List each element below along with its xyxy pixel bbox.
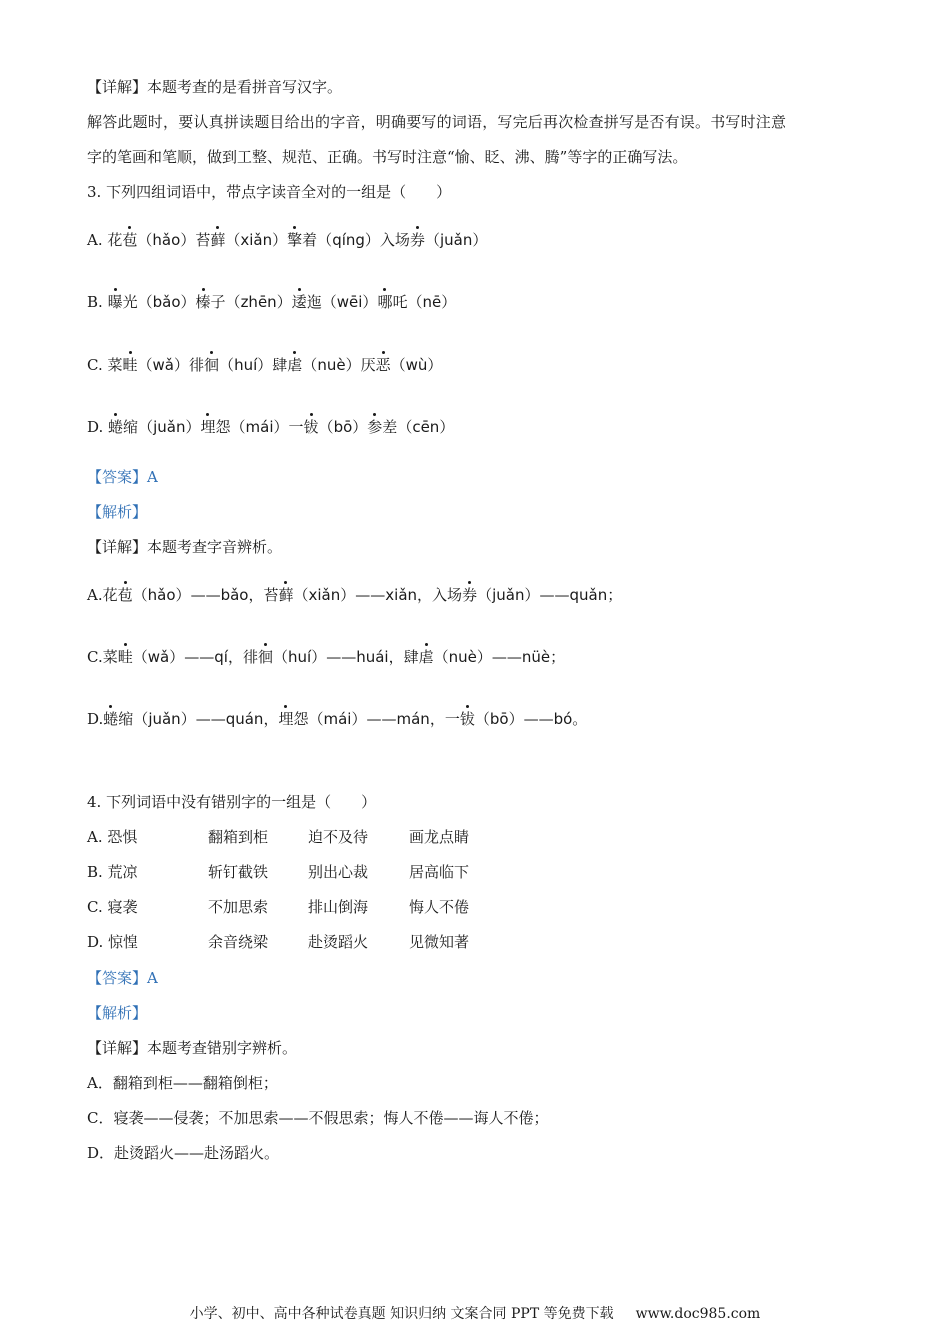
dotted-char: 曝 <box>107 293 123 311</box>
paren-open: （ <box>390 356 406 374</box>
paren-open: （ <box>273 648 289 666</box>
punct: 。 <box>572 710 588 728</box>
dotted-char: 恶 <box>375 356 391 374</box>
pinyin: juǎn <box>148 710 181 728</box>
paren-open: （ <box>424 231 440 249</box>
option-word-3: 迫不及待 <box>308 828 369 846</box>
paren-close: ） <box>441 293 457 311</box>
word-text: 缩 <box>118 710 134 728</box>
paren-open: （ <box>293 586 309 604</box>
paren-open: （ <box>137 293 153 311</box>
pinyin: mái <box>323 710 352 728</box>
word-text: 菜 <box>107 356 123 374</box>
paren-open: （ <box>477 586 493 604</box>
word-text: 吒 <box>392 293 408 311</box>
q3-stem: 3. 下列四组词语中，带点字读音全对的一组是（ ） <box>87 183 452 201</box>
pinyin: wēi <box>336 293 363 311</box>
paren-close: ） <box>174 356 190 374</box>
q3-option <box>87 354 442 376</box>
dotted-char: 徊 <box>257 648 273 666</box>
dotted-char: 券 <box>409 231 425 249</box>
dotted-char: 逶 <box>291 293 307 311</box>
pinyin: hǎo <box>152 231 181 249</box>
dotted-char: 埋 <box>200 418 216 436</box>
dash: —— <box>491 648 522 666</box>
correct-pinyin: huái <box>356 648 389 666</box>
q4-option <box>87 896 507 918</box>
q3-explain-line <box>87 708 587 730</box>
word-text: 怨 <box>215 418 231 436</box>
dash: —— <box>190 586 221 604</box>
pinyin: wù <box>405 356 428 374</box>
dotted-char: 榛 <box>195 293 211 311</box>
q3-option <box>87 416 454 438</box>
q2-detail-line3: 字的笔画和笔顺，做到工整、规范、正确。书写时注意“愉、眨、沸、腾”等字的正确写法。 <box>87 148 688 166</box>
dash: —— <box>184 648 215 666</box>
paren-open: （ <box>321 293 337 311</box>
paren-close: ） <box>180 231 196 249</box>
pinyin: juǎn <box>492 586 525 604</box>
paren-close: ） <box>524 586 540 604</box>
paren-open: （ <box>433 648 449 666</box>
pinyin: nē <box>422 293 442 311</box>
option-word-3: 赴烫蹈火 <box>308 933 369 951</box>
paren-open: （ <box>407 293 423 311</box>
explain-label: C. <box>87 648 103 666</box>
paren-close: ） <box>508 710 524 728</box>
option-word-4: 悔人不倦 <box>409 898 470 916</box>
word-text: 缩 <box>123 418 139 436</box>
dotted-char: 藓 <box>278 586 294 604</box>
word-text: 着 <box>302 231 318 249</box>
paren-close: ） <box>427 356 443 374</box>
word-text: 肆 <box>272 356 288 374</box>
option-word-1: B. 荒凉 <box>87 863 138 881</box>
q3-answer: 【答案】A <box>87 468 158 486</box>
dash: —— <box>539 586 570 604</box>
paren-close: ） <box>175 586 191 604</box>
word-text: 一 <box>288 418 304 436</box>
paren-close: ） <box>364 231 380 249</box>
q2-detail-line2: 解答此题时，要认真拼读题目给出的字音，明确要写的词语，写完后再次检查拼写是否有误。书写时注意 <box>87 113 787 131</box>
paren-close: ） <box>180 293 196 311</box>
word-text: 肆 <box>403 648 419 666</box>
paren-open: （ <box>317 231 333 249</box>
dotted-char: 钹 <box>303 418 319 436</box>
word-text: 菜 <box>102 648 118 666</box>
correct-pinyin: xiǎn <box>385 586 418 604</box>
q4-answer: 【答案】A <box>87 969 158 987</box>
paren-close: ） <box>272 231 288 249</box>
paren-open: （ <box>225 293 241 311</box>
punct: ， <box>429 710 445 728</box>
q2-detail-line1: 【详解】本题考查的是看拼音写汉字。 <box>87 78 343 96</box>
option-label: B. <box>87 293 108 311</box>
dotted-char: 钹 <box>459 710 475 728</box>
dotted-char: 哪 <box>377 293 393 311</box>
footer-url[interactable]: www.doc985.com <box>635 1306 761 1322</box>
paren-open: （ <box>230 418 246 436</box>
word-text: 徘 <box>242 648 258 666</box>
paren-close: ） <box>180 710 196 728</box>
paren-close: ） <box>476 648 492 666</box>
q3-detail: 【详解】本题考查字音辨析。 <box>87 538 283 556</box>
word-text: 光 <box>122 293 138 311</box>
word-text: 花 <box>102 586 118 604</box>
dotted-char: 苞 <box>117 586 133 604</box>
dotted-char: 藓 <box>210 231 226 249</box>
paren-close: ） <box>185 418 201 436</box>
paren-close: ） <box>345 356 361 374</box>
dash: —— <box>326 648 357 666</box>
paren-open: （ <box>132 586 148 604</box>
paren-close: ） <box>169 648 185 666</box>
paren-close: ） <box>439 418 455 436</box>
paren-open: （ <box>132 648 148 666</box>
paren-open: （ <box>397 418 413 436</box>
correct-pinyin: bǎo <box>220 586 249 604</box>
page-footer <box>0 1304 950 1324</box>
dotted-char: 虐 <box>418 648 434 666</box>
q4-explain-a: A．翻箱到柜——翻箱倒柜； <box>87 1074 278 1092</box>
q4-option <box>87 931 507 953</box>
dash: —— <box>523 710 554 728</box>
q4-explain-c: C．寝袭——侵袭；不加思索——不假思索；悔人不倦——诲人不倦； <box>87 1109 549 1127</box>
pinyin: xiǎn <box>308 586 341 604</box>
pinyin: nuè <box>317 356 346 374</box>
correct-pinyin: quǎn <box>569 586 608 604</box>
dash: —— <box>366 710 397 728</box>
paren-open: （ <box>137 356 153 374</box>
dotted-char: 券 <box>462 586 478 604</box>
q4-detail: 【详解】本题考查错别字辨析。 <box>87 1039 298 1057</box>
punct: ， <box>417 586 433 604</box>
word-text: 怨 <box>293 710 309 728</box>
paren-open: （ <box>219 356 235 374</box>
paren-open: （ <box>137 231 153 249</box>
pinyin: xiǎn <box>240 231 273 249</box>
option-label: C. <box>87 356 108 374</box>
option-label: D. <box>87 418 109 436</box>
option-word-1: C. 寝袭 <box>87 898 138 916</box>
dotted-char: 埋 <box>278 710 294 728</box>
pinyin: wǎ <box>152 356 174 374</box>
paren-open: （ <box>138 418 154 436</box>
q4-stem: 4. 下列词语中没有错别字的一组是（ ） <box>87 793 377 811</box>
word-text: 差 <box>382 418 398 436</box>
option-word-2: 斩钉截铁 <box>208 863 269 881</box>
pinyin: huí <box>234 356 258 374</box>
q3-option <box>87 229 487 251</box>
paren-close: ） <box>362 293 378 311</box>
q4-option <box>87 861 507 883</box>
correct-pinyin: nüè <box>521 648 551 666</box>
dotted-char: 畦 <box>122 356 138 374</box>
word-text: 一 <box>444 710 460 728</box>
pinyin: bǎo <box>152 293 181 311</box>
paren-close: ） <box>311 648 327 666</box>
pinyin: nuè <box>448 648 477 666</box>
word-text: 入场 <box>379 231 410 249</box>
q3-explain-line <box>87 584 622 606</box>
paren-close: ） <box>352 418 368 436</box>
paren-close: ） <box>351 710 367 728</box>
punct: ， <box>263 710 279 728</box>
correct-pinyin: qí <box>214 648 228 666</box>
word-text: 子 <box>210 293 226 311</box>
pinyin: qíng <box>332 231 365 249</box>
pinyin: juǎn <box>439 231 473 249</box>
punct: ； <box>607 586 623 604</box>
q3-option <box>87 291 456 313</box>
footer-text: 小学、初中、高中各种试卷真题 知识归纳 文案合同 PPT 等免费下载 <box>189 1306 614 1322</box>
punct: ， <box>227 648 243 666</box>
pinyin: bō <box>489 710 509 728</box>
dash: —— <box>355 586 386 604</box>
word-text: 花 <box>107 231 123 249</box>
correct-pinyin: mán <box>396 710 430 728</box>
word-text: 迤 <box>306 293 322 311</box>
pinyin: huí <box>288 648 312 666</box>
pinyin: zhēn <box>240 293 277 311</box>
q4-option <box>87 826 507 848</box>
dash: —— <box>195 710 226 728</box>
word-text: 徘 <box>189 356 205 374</box>
correct-pinyin: bó <box>553 710 573 728</box>
dotted-char: 参 <box>367 418 383 436</box>
explain-label: A. <box>87 586 103 604</box>
word-text: 苔 <box>263 586 279 604</box>
option-word-2: 翻箱到柜 <box>208 828 269 846</box>
dotted-char: 擎 <box>287 231 303 249</box>
option-word-2: 不加思索 <box>208 898 269 916</box>
option-word-2: 余音绕梁 <box>208 933 269 951</box>
dotted-char: 畦 <box>117 648 133 666</box>
pinyin: mái <box>245 418 274 436</box>
pinyin: wǎ <box>147 648 170 666</box>
option-word-1: D. 惊惶 <box>87 933 139 951</box>
dotted-char: 徊 <box>204 356 220 374</box>
option-word-1: A. 恐惧 <box>87 828 138 846</box>
option-word-3: 别出心裁 <box>308 863 369 881</box>
word-text: 苔 <box>195 231 211 249</box>
pinyin: juǎn <box>153 418 186 436</box>
dotted-char: 蜷 <box>103 710 119 728</box>
paren-open: （ <box>133 710 149 728</box>
q3-analysis-heading: 【解析】 <box>87 503 148 521</box>
paren-close: ） <box>340 586 356 604</box>
option-label: A. <box>87 231 108 249</box>
explain-label: D. <box>87 710 104 728</box>
option-word-4: 画龙点睛 <box>409 828 470 846</box>
q3-explain-line <box>87 646 565 668</box>
word-text: 厌 <box>360 356 376 374</box>
paren-close: ） <box>257 356 273 374</box>
paren-open: （ <box>474 710 490 728</box>
paren-close: ） <box>273 418 289 436</box>
correct-pinyin: quán <box>225 710 264 728</box>
paren-open: （ <box>302 356 318 374</box>
dotted-char: 蜷 <box>108 418 124 436</box>
paren-open: （ <box>308 710 324 728</box>
paren-open: （ <box>318 418 334 436</box>
pinyin: hǎo <box>147 586 176 604</box>
q4-analysis-heading: 【解析】 <box>87 1004 148 1022</box>
paren-close: ） <box>472 231 488 249</box>
q4-explain-d: D．赴烫蹈火——赴汤蹈火。 <box>87 1144 280 1162</box>
pinyin: cēn <box>412 418 440 436</box>
dotted-char: 虐 <box>287 356 303 374</box>
pinyin: bō <box>333 418 353 436</box>
paren-close: ） <box>276 293 292 311</box>
punct: ； <box>550 648 566 666</box>
word-text: 入场 <box>432 586 463 604</box>
punct: ， <box>248 586 264 604</box>
paren-open: （ <box>225 231 241 249</box>
dotted-char: 苞 <box>122 231 138 249</box>
option-word-4: 居高临下 <box>409 863 470 881</box>
option-word-4: 见微知著 <box>409 933 470 951</box>
punct: ， <box>388 648 404 666</box>
option-word-3: 排山倒海 <box>308 898 369 916</box>
